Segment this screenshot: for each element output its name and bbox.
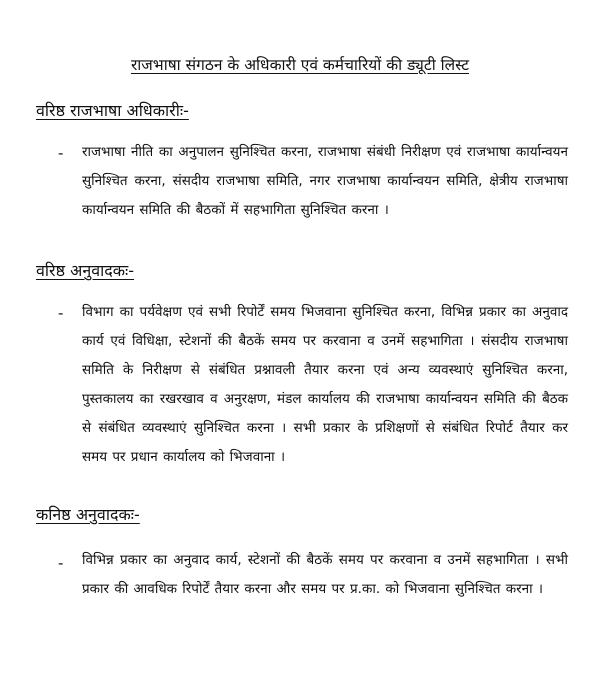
duty-paragraph: विभाग का पर्यवेक्षण एवं सभी रिपोर्टें समय भिजवाना सुनिश्चित करना, विभिन्न प्रकार का अनुवाद कार्य एवं विधिक्षा, स्टेशनों की बैठकें समय पर करवाना व उनमें सहभागिता । संसदीय राजभाषा समिति के निरीक्षण से संबंधित प्रश्नावली तैयार करना एवं अन्य व्यवस्थाएं सुनिश्चित करना, पुस्तकालय का रखरखाव व अनुरक्षण, मंडल कार्यालय की राजभाषा कार्यान्वयन समिति की बैठक से संबंधित व्यवस्थाएं सुनिश्चित करना । सभी प्रकार के प्रशिक्षणों से संबंधित रिपोर्ट तैयार कर समय पर प्रधान कार्यालय को भिजवाना ।	[82, 304, 568, 465]
duty-paragraph: विभिन्न प्रकार का अनुवाद कार्य, स्टेशनों की बैठकें समय पर करवाना व उनमें सहभागिता । सभी प्रकार की आवधिक रिपोर्टें तैयार करना और समय पर प्र.का. को भिजवाना सुनिश्चित करना ।	[82, 552, 568, 597]
bullet-dash: -	[58, 144, 64, 162]
section-heading: वरिष्ठ राजभाषा अधिकारीः-	[36, 101, 189, 120]
document-title: राजभाषा संगठन के अधिकारी एवं कर्मचारियों की ड्यूटी लिस्ट	[130, 56, 470, 74]
section-heading: वरिष्ठ अनुवादकः-	[36, 261, 135, 280]
bullet-dash: -	[58, 554, 64, 572]
bullet-dash: -	[58, 304, 64, 322]
section-heading: कनिष्ठ अनुवादकः-	[36, 505, 140, 524]
duty-paragraph: राजभाषा नीति का अनुपालन सुनिश्चित करना, राजभाषा संबंधी निरीक्षण एवं राजभाषा कार्यान्वयन सुनिश्चित करना, संसदीय राजभाषा समिति, नगर राजभाषा कार्यान्वयन समिति, क्षेत्रीय राजभाषा कार्यान्वयन समिति की बैठकों में सहभागिता सुनिश्चित करना ।	[82, 144, 568, 218]
